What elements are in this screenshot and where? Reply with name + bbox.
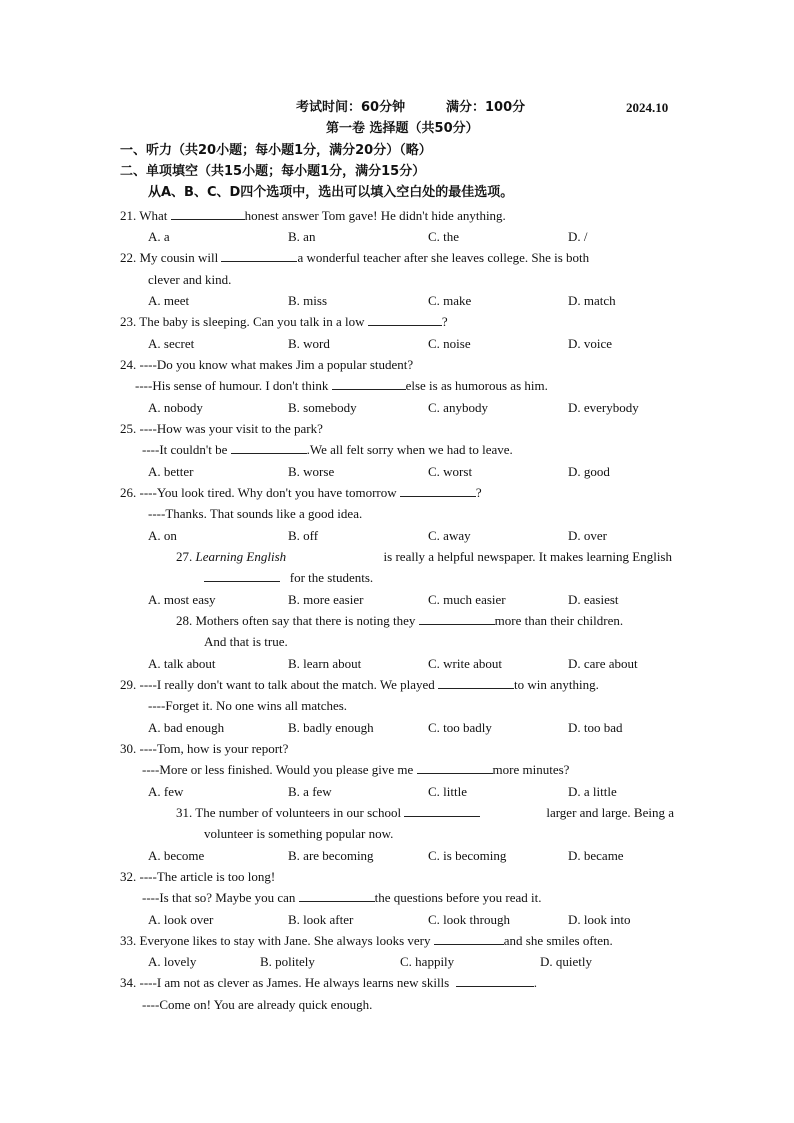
- option-d: D. match: [568, 293, 616, 308]
- question-34: 34. ----I am not as clever as James. He always learns new skills .: [120, 975, 537, 990]
- question-30: 30. ----Tom, how is your report?: [120, 741, 289, 756]
- question-28-cont: And that is true.: [204, 634, 288, 649]
- option-c: C. is becoming: [428, 848, 507, 863]
- option-c: C. happily: [400, 954, 455, 969]
- option-a: A. most easy: [148, 592, 216, 607]
- option-c: C. look through: [428, 912, 510, 927]
- option-d: D. quietly: [540, 954, 592, 969]
- option-b: B. politely: [260, 954, 315, 969]
- option-d: D. /: [568, 229, 588, 244]
- option-c: C. the: [428, 229, 460, 244]
- option-c: C. noise: [428, 336, 471, 351]
- question-25: 25. ----How was your visit to the park?: [120, 421, 323, 436]
- option-d: D. care about: [568, 656, 638, 671]
- option-a: A. secret: [148, 336, 195, 351]
- option-b: B. learn about: [288, 656, 362, 671]
- question-29-reply: ----Forget it. No one wins all matches.: [148, 698, 348, 713]
- question-31: 31. The number of volunteers in our school larger and large. Being a: [176, 805, 674, 820]
- question-27-cont: for the students.: [204, 570, 373, 586]
- section-listening: 一、听力（共20小题；每小题1分，满分20分）（略）: [120, 143, 432, 158]
- option-b: B. badly enough: [288, 720, 374, 735]
- question-24: 24. ----Do you know what makes Jim a popular student?: [120, 357, 414, 372]
- full-score: 满分：100分: [446, 100, 526, 115]
- option-d: D. good: [568, 464, 610, 479]
- question-22-cont: clever and kind.: [148, 272, 232, 287]
- option-a: A. a: [148, 229, 170, 244]
- option-b: B. word: [288, 336, 330, 351]
- option-a: A. nobody: [148, 400, 203, 415]
- option-b: B. look after: [288, 912, 354, 927]
- question-34-reply: ----Come on! You are already quick enough.: [142, 997, 373, 1012]
- question-21: 21. What honest answer Tom gave! He didn't hide anything.: [120, 208, 506, 223]
- option-a: A. few: [148, 784, 184, 799]
- option-a: A. better: [148, 464, 194, 479]
- answer-blank: [332, 378, 406, 390]
- answer-blank: [299, 890, 375, 902]
- answer-blank: [204, 570, 280, 582]
- question-30-reply: ----More or less finished. Would you please give me more minutes?: [142, 762, 570, 777]
- exam-time: 考试时间：60分钟: [296, 100, 406, 115]
- option-c: C. away: [428, 528, 471, 543]
- answer-blank: [221, 250, 297, 262]
- option-b: B. off: [288, 528, 319, 543]
- answer-blank: [438, 677, 514, 689]
- option-c: C. write about: [428, 656, 503, 671]
- option-d: D. became: [568, 848, 624, 863]
- option-a: A. look over: [148, 912, 214, 927]
- option-c: C. make: [428, 293, 472, 308]
- option-d: D. easiest: [568, 592, 619, 607]
- option-c: C. much easier: [428, 592, 506, 607]
- option-a: A. lovely: [148, 954, 197, 969]
- option-d: D. too bad: [568, 720, 623, 735]
- option-b: B. miss: [288, 293, 328, 308]
- option-b: B. a few: [288, 784, 332, 799]
- answer-blank: [456, 975, 534, 987]
- question-28: 28. Mothers often say that there is noting they more than their children.: [176, 613, 624, 628]
- question-24-reply: ----His sense of humour. I don't think else is as humorous as him.: [135, 378, 548, 393]
- question-27: 27. Learning English is really a helpful newspaper. It makes learning English: [176, 549, 672, 564]
- answer-blank: [434, 933, 504, 945]
- question-26-reply: ----Thanks. That sounds like a good idea.: [148, 506, 363, 521]
- section-instruction: 从A、B、C、D四个选项中，选出可以填入空白处的最佳选项。: [148, 185, 514, 200]
- option-c: C. too badly: [428, 720, 492, 735]
- question-31-cont: volunteer is something popular now.: [204, 826, 394, 841]
- option-d: D. a little: [568, 784, 617, 799]
- answer-blank: [404, 805, 480, 817]
- option-a: A. talk about: [148, 656, 216, 671]
- question-26: 26. ----You look tired. Why don't you have tomorrow ?: [120, 485, 482, 500]
- option-c: C. worst: [428, 464, 473, 479]
- question-33: 33. Everyone likes to stay with Jane. She always looks very and she smiles often.: [120, 933, 613, 948]
- question-22: 22. My cousin will a wonderful teacher after she leaves college. She is both: [120, 250, 590, 265]
- question-25-reply: ----It couldn't be .We all felt sorry when we had to leave.: [142, 442, 513, 457]
- option-d: D. everybody: [568, 400, 639, 415]
- volume-title: 第一卷 选择题（共50分）: [326, 121, 479, 136]
- question-32: 32. ----The article is too long!: [120, 869, 276, 884]
- newspaper-title: Learning English: [195, 549, 287, 564]
- answer-blank: [171, 208, 245, 220]
- option-d: D. voice: [568, 336, 613, 351]
- answer-blank: [417, 762, 493, 774]
- question-29: 29. ----I really don't want to talk about the match. We played to win anything.: [120, 677, 599, 692]
- answer-blank: [231, 442, 307, 454]
- option-c: C. anybody: [428, 400, 488, 415]
- option-b: B. worse: [288, 464, 335, 479]
- option-a: A. become: [148, 848, 205, 863]
- answer-blank: [368, 314, 442, 326]
- option-a: A. on: [148, 528, 177, 543]
- option-a: A. bad enough: [148, 720, 225, 735]
- answer-blank: [400, 485, 476, 497]
- answer-blank: [419, 613, 495, 625]
- section-single-choice: 二、单项填空（共15小题；每小题1分，满分15分）: [120, 164, 426, 179]
- option-d: D. over: [568, 528, 607, 543]
- option-a: A. meet: [148, 293, 190, 308]
- option-b: B. are becoming: [288, 848, 374, 863]
- question-32-reply: ----Is that so? Maybe you can the questions before you read it.: [142, 890, 542, 905]
- option-d: D. look into: [568, 912, 631, 927]
- option-b: B. somebody: [288, 400, 357, 415]
- option-b: B. more easier: [288, 592, 364, 607]
- exam-date: 2024.10: [626, 100, 669, 115]
- option-b: B. an: [288, 229, 316, 244]
- question-23: 23. The baby is sleeping. Can you talk in a low ?: [120, 314, 448, 329]
- option-c: C. little: [428, 784, 467, 799]
